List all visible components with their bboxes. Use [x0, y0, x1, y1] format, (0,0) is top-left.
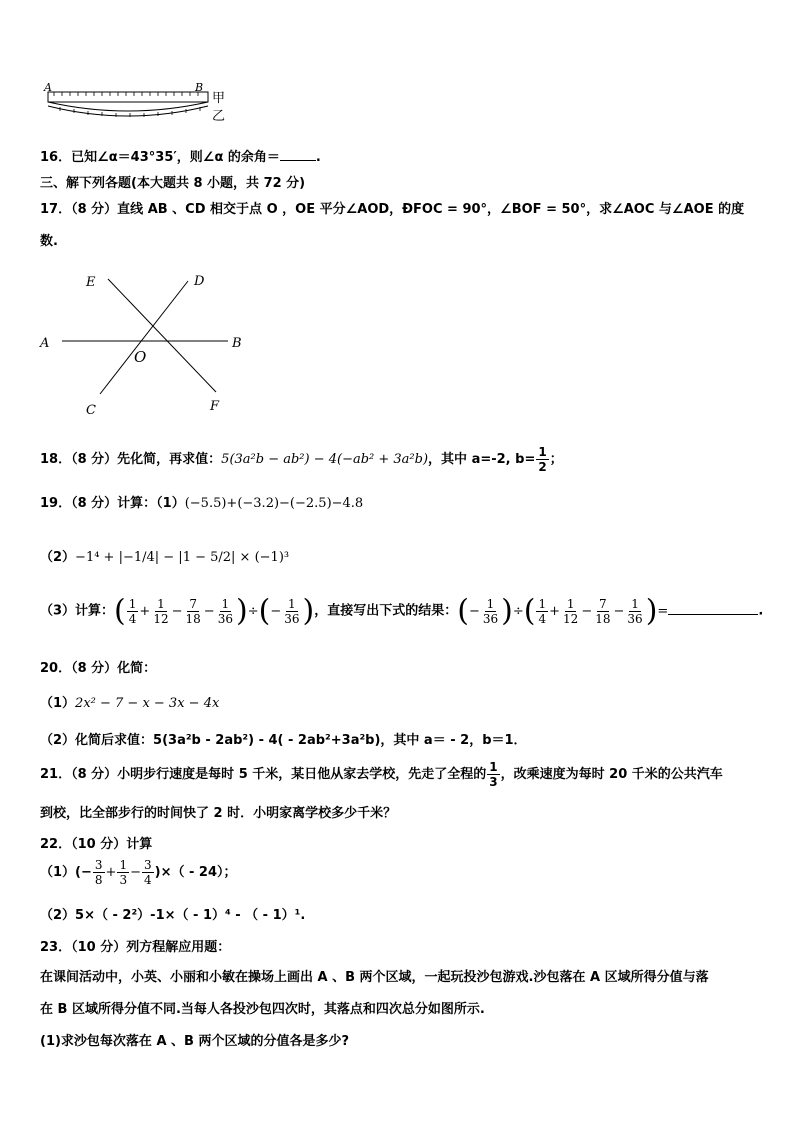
q21-fraction: $\frac{1}{3}$ — [489, 760, 498, 789]
q19-p3-prefix: （3）计算： — [40, 603, 115, 619]
ruler-yi — [48, 102, 208, 111]
q18-expr: 5(3a²b − ab²) − 4(−ab² + 3a²b) — [221, 452, 429, 467]
q19-p3-expr-b: (− $\frac{1}{36}$ )÷( $\frac{1}{4}$ + $\frac{1}{12}$ − $\frac{7}{18}$ − $\frac{1}{36}$ )= — [457, 593, 669, 628]
q19-p1-prefix: 19．（8 分）计算：（1） — [40, 496, 185, 511]
q20-part2: （2）化简后求值：5(3a²b - 2ab²) - 4( - 2ab²+3a²b)，其中 a＝ - 2，b＝1． — [40, 733, 527, 748]
q21-line2: 到校，比全部步行的时间快了 2 时．小明家离学校多少千米？ — [40, 806, 397, 821]
label-a: A — [40, 336, 50, 351]
ray-oe-of — [108, 279, 216, 392]
q22-part2: （2）5×（ - 2²）-1×（ - 1）⁴ - （ - 1）¹. — [40, 908, 306, 923]
q18-prefix: 18．（8 分）先化简，再求值： — [40, 452, 222, 467]
q19-p3-blank — [668, 614, 758, 615]
q19-p2-prefix: （2） — [40, 550, 76, 565]
question-18: 18．（8 分）先化简，再求值：5(3a²b − ab²) − 4(−ab² + 3a²b)，其中 a=-2, b= $\frac{1}{2}$ ； — [40, 445, 563, 474]
q18-fraction: $\frac{1}{2}$ — [538, 445, 547, 474]
q17-line1: 17．（8 分）直线 AB 、CD 相交于点 O ，OE 平分∠AOD，ÐFOC = 90°，∠BOF = 50°，求∠AOC 与∠AOE 的度 — [40, 202, 745, 217]
q21-line1a: 21．（8 分）小明步行速度是每时 5 千米，某日他从家去学校，先走了全程的 — [40, 767, 487, 782]
q17-line2: 数. — [40, 234, 58, 249]
ruler-label-yi: 乙 — [212, 109, 226, 124]
q16-text: 16．已知∠α＝43°35′，则∠α 的余角＝ — [40, 150, 280, 165]
line-cd — [100, 281, 188, 394]
q22-title: 22．（10 分）计算 — [40, 837, 153, 852]
label-d: D — [194, 274, 205, 289]
q19-p3-mid: ，直接写出下式的结果： — [314, 603, 458, 619]
q23-line3: (1)求沙包每次落在 A 、B 两个区域的分值各是多少? — [40, 1034, 350, 1049]
label-e: E — [86, 275, 96, 290]
q19-p1-expr: (−5.5)+(−3.2)−(−2.5)−4.8 — [184, 496, 364, 511]
q19-part3: （3）计算：( $\frac{1}{4}$ + $\frac{1}{12}$ − $\frac{7}{18}$ − $\frac{1}{36}$ )÷(− $\frac{1}{36}$ )，直接写出下式的结果：(− $\frac{1}{36}$ )÷( $\frac{1}{4}$ + $\frac{1}{12}$ − $\frac{7}{18}$ − $\frac{1}{36}$ )= . — [40, 593, 764, 628]
ruler-label-b: B — [195, 81, 204, 94]
q20-p1-prefix: （1） — [40, 696, 76, 711]
question-16: 16．已知∠α＝43°35′，则∠α 的余角＝ . — [40, 150, 321, 165]
ruler-figure — [40, 80, 240, 128]
q21-line1 — [40, 760, 723, 789]
q23-line2: 在 B 区域所得分值不同.当每人各投沙包四次时，其落点和四次总分如图所示. — [40, 1002, 485, 1017]
ruler-label-jia: 甲 — [212, 91, 226, 106]
q22-part1 — [40, 858, 237, 887]
label-c: C — [86, 403, 96, 418]
q22-p1-prefix: （1）(− — [40, 865, 92, 880]
ruler-jia — [48, 92, 208, 102]
ruler-jia-ticks — [54, 92, 198, 96]
q20-part1 — [40, 692, 219, 711]
angle-figure — [36, 266, 266, 422]
q16-blank — [280, 160, 316, 161]
q21-line1b: ，改乘速度为每时 20 千米的公共汽车 — [500, 767, 723, 782]
q19-p2-expr: −1⁴ + |−1/4| − |1 − 5/2| × (−1)³ — [75, 550, 290, 565]
q23-title: 23．（10 分）列方程解应用题： — [40, 940, 231, 955]
section-heading: 三、解下列各题(本大题共 8 小题，共 72 分) — [40, 176, 306, 191]
q20-p1-expr: 2x² − 7 − x − 3x − 4x — [75, 696, 220, 711]
q18-mid: ，其中 a=-2, b= — [428, 452, 536, 467]
q22-p1-expr: $\frac{3}{8}$ + $\frac{1}{3}$ − $\frac{3}{4}$ — [94, 858, 152, 887]
q22-p1-suffix: )×（ - 24）； — [154, 865, 237, 880]
label-f: F — [210, 399, 220, 414]
q20-title: 20．（8 分）化简： — [40, 661, 157, 676]
ruler-label-a: A — [44, 81, 52, 94]
label-o: O — [134, 348, 147, 366]
q19-part1 — [40, 492, 363, 511]
q19-p3-expr-a: ( $\frac{1}{4}$ + $\frac{1}{12}$ − $\frac{7}{18}$ − $\frac{1}{36}$ )÷(− $\frac{1}{36}$ ) — [114, 593, 315, 628]
q19-part2 — [40, 546, 289, 565]
q23-line1: 在课间活动中，小英、小丽和小敏在操场上画出 A 、B 两个区域，一起玩投沙包游戏.沙包落在 A 区域所得分值与落 — [40, 970, 709, 985]
label-b: B — [232, 336, 242, 351]
